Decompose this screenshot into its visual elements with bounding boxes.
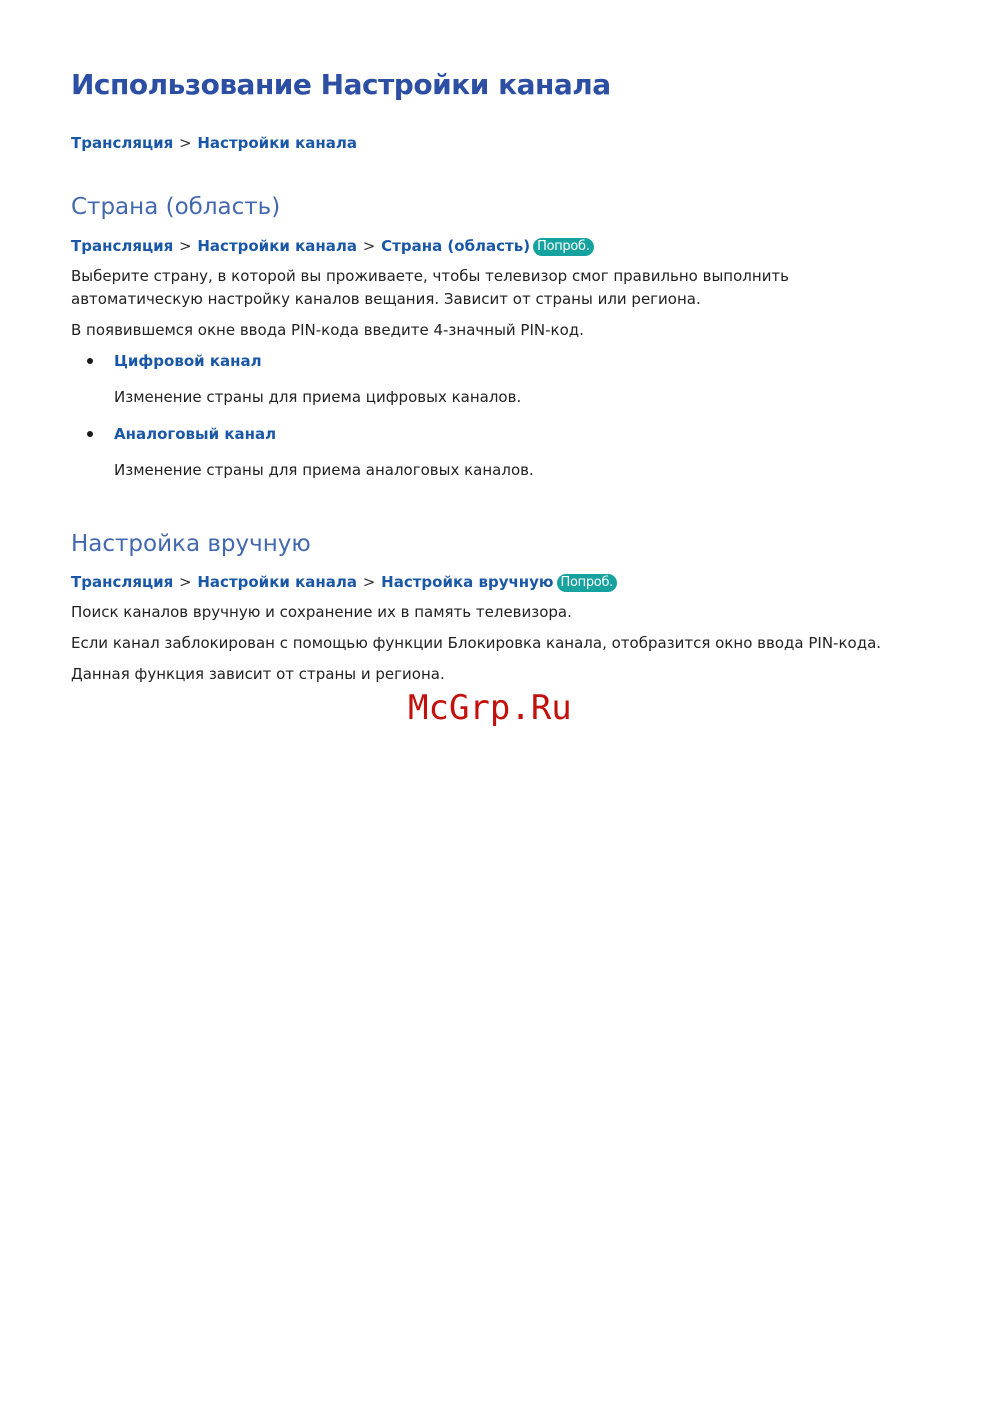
breadcrumb-separator: > (362, 573, 376, 591)
try-now-badge[interactable]: Попроб. (557, 574, 617, 592)
list-item-digital-channel (71, 350, 931, 408)
breadcrumb (71, 132, 931, 154)
section-heading-manual-tuning: Настройка вручную (71, 531, 311, 557)
section-country-paragraph: Выберите страну, в которой вы проживаете, чтобы телевизор смог правильно выполнить автоматическую настройку каналов вещания. Зависит от страны или региона. (71, 267, 790, 308)
section-heading-country: Страна (область) (71, 194, 281, 220)
try-now-badge[interactable]: Попроб. (533, 238, 593, 256)
section-manual-paragraph: Данная функция зависит от страны и региона. (71, 665, 445, 683)
breadcrumb-item-country[interactable]: Страна (область) (381, 237, 531, 255)
breadcrumb-item-broadcast[interactable]: Трансляция (71, 573, 174, 591)
breadcrumb-item-broadcast[interactable]: Трансляция (71, 134, 174, 152)
breadcrumb-item-manual-tuning[interactable]: Настройка вручную (381, 573, 554, 591)
watermark-text: McGrp.Ru (408, 688, 572, 728)
list-item-analog-channel (71, 423, 931, 481)
bullet-title-digital-channel[interactable]: Цифровой канал (114, 352, 262, 370)
bullet-dot-icon (87, 358, 93, 364)
bullet-title-analog-channel[interactable]: Аналоговый канал (114, 425, 277, 443)
section-country-paragraph: В появившемся окне ввода PIN-кода введите 4-значный PIN-код. (71, 321, 584, 339)
section-manual-paragraph: Поиск каналов вручную и сохранение их в память телевизора. (71, 603, 572, 621)
bullet-dot-icon (87, 431, 93, 437)
breadcrumb-separator: > (362, 237, 376, 255)
breadcrumb-separator: > (179, 237, 192, 255)
document-page (71, 62, 931, 686)
breadcrumb-separator: > (179, 573, 192, 591)
bullet-description-digital-channel: Изменение страны для приема цифровых каналов. (114, 388, 522, 406)
breadcrumb-separator: > (179, 134, 192, 152)
section-manual-paragraph: Если канал заблокирован с помощью функции Блокировка канала, отобразится окно ввода PIN-кода. (71, 634, 882, 652)
breadcrumb-item-channel-settings[interactable]: Настройки канала (197, 573, 357, 591)
section-manual-breadcrumb (71, 571, 931, 593)
section-country-breadcrumb (71, 235, 931, 257)
page-title: Использование Настройки канала (71, 68, 611, 101)
breadcrumb-item-broadcast[interactable]: Трансляция (71, 237, 174, 255)
bullet-description-analog-channel: Изменение страны для приема аналоговых каналов. (114, 461, 534, 479)
breadcrumb-item-channel-settings[interactable]: Настройки канала (197, 134, 357, 152)
country-options-list (71, 350, 931, 481)
breadcrumb-item-channel-settings[interactable]: Настройки канала (197, 237, 357, 255)
